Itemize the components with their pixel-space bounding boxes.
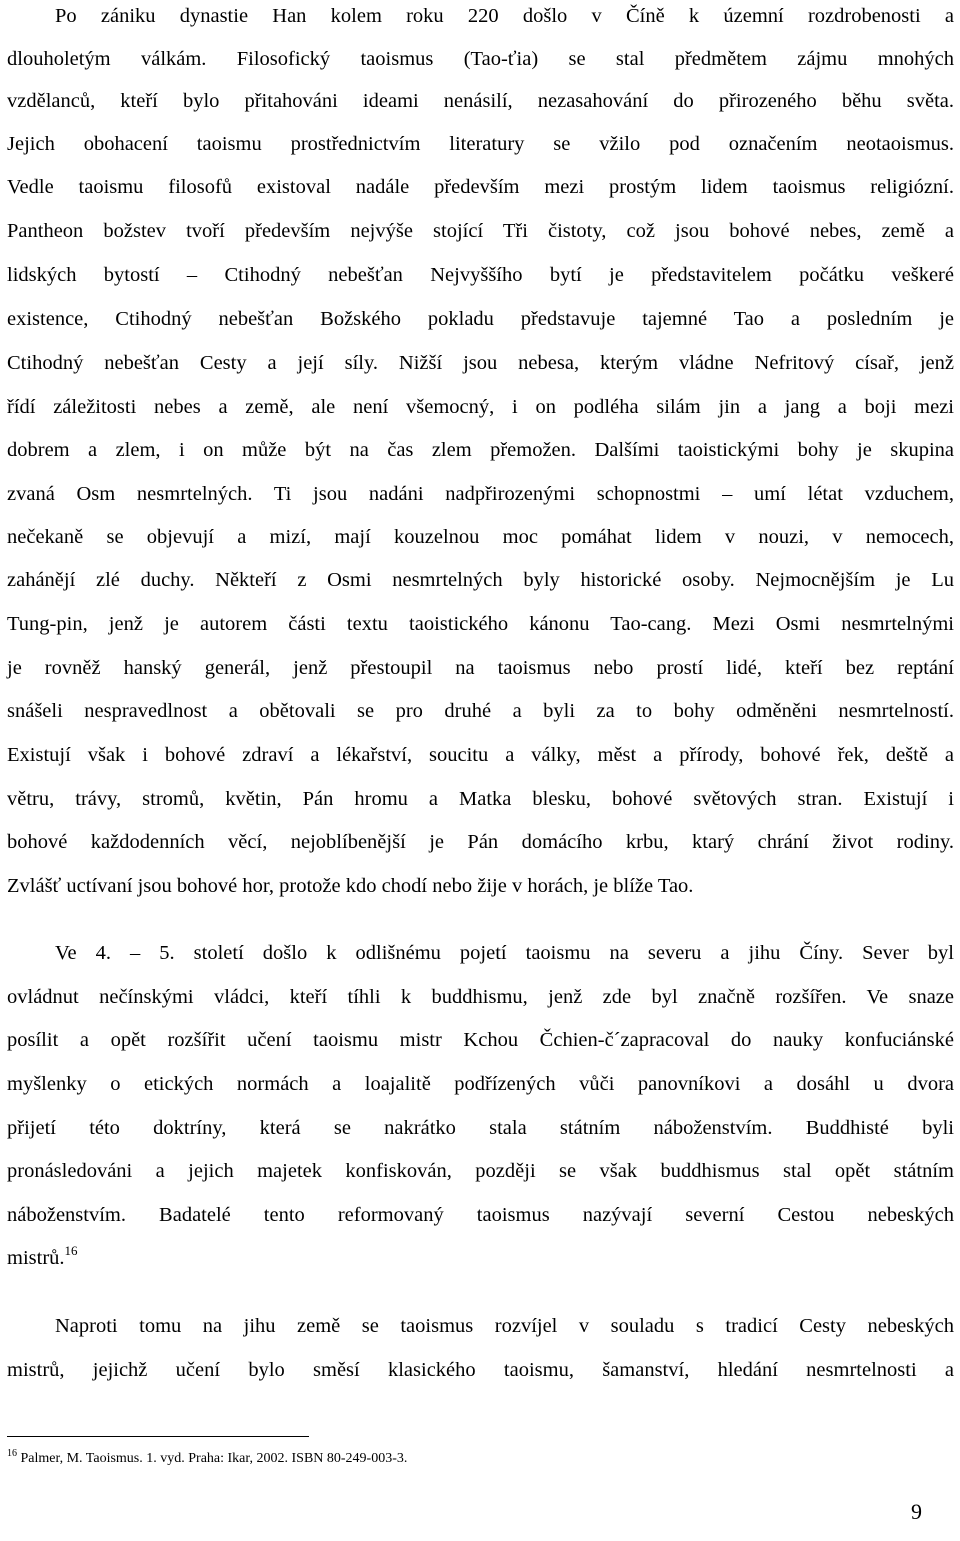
paragraph-line: Ve 4. – 5. století došlo k odlišnému pojetí taoismu na severu a jihu Číny. Sever byl bbox=[55, 942, 954, 964]
paragraph-last-line bbox=[7, 1245, 954, 1271]
paragraph-line: bohové každodenních věcí, nejoblíbenější je Pán domácího krbu, ktarý chrání život rodiny. bbox=[7, 831, 954, 853]
paragraph-line: existence, Ctihodný nebešťan Božského pokladu představuje tajemné Tao a posledním je bbox=[7, 308, 954, 330]
paragraph-line: vzdělanců, kteří bylo přitahováni ideami nenásilí, nezasahování do přirozeného běhu světa. bbox=[7, 90, 954, 112]
paragraph-line: lidských bytostí – Ctihodný nebešťan Nejvyššího bytí je představitelem počátku veškeré bbox=[7, 264, 954, 286]
paragraph-line: posílit a opět rozšířit učení taoismu mistr Kchou Čchien-č´zapracoval do nauky konfuciánské bbox=[7, 1029, 954, 1051]
paragraph-line: dobrem a zlem, i on může být na čas zlem přemožen. Dalšími taoistickými bohy je skupina bbox=[7, 439, 954, 461]
paragraph-line: řídí záležitosti nebes a země, ale není všemocný, i on podléha silám jin a jang a boji mezi bbox=[7, 396, 954, 418]
paragraph-line: přijetí této doktríny, která se nakrátko stala státním náboženstvím. Buddhisté byli bbox=[7, 1117, 954, 1139]
page-number: 9 bbox=[911, 1499, 922, 1524]
paragraph-line: Po zániku dynastie Han kolem roku 220 došlo v Číně k územní rozdrobenosti a bbox=[55, 5, 954, 27]
paragraph-line: myšlenky o etických normách a loajalitě podřízených vůči panovníkovi a dosáhl u dvora bbox=[7, 1073, 954, 1095]
paragraph-line: pronásledováni a jejich majetek konfiskován, později se však buddhismus stal opět státním bbox=[7, 1160, 954, 1182]
paragraph-line: zahánějí zlé duchy. Někteří z Osmi nesmrtelných byly historické osoby. Nejmocnějším je Lu bbox=[7, 569, 954, 591]
paragraph-line: větru, trávy, stromů, květin, Pán hromu a Matka blesku, bohové světových stran. Existují i bbox=[7, 788, 954, 810]
footnote-reference[interactable]: 16 bbox=[64, 1243, 78, 1258]
paragraph-line: Jejich obohacení taoismu prostřednictvím literatury se vžilo pod označením neotaoismus. bbox=[7, 133, 954, 155]
footnote bbox=[7, 1450, 407, 1468]
paragraph-line: nečekaně se objevují a mizí, mají kouzelnou moc pomáhat lidem v nouzi, v nemocech, bbox=[7, 526, 954, 548]
paragraph-line: je rovněž hanský generál, jenž přestoupil na taoismus nebo prostí lidé, kteří bez reptání bbox=[7, 657, 954, 679]
paragraph-line: náboženstvím. Badatelé tento reformovaný taoismus nazývají severní Cestou nebeských bbox=[7, 1204, 954, 1226]
paragraph-line: mistrů, jejichž učení bylo směsí klasického taoismu, šamanství, hledání nesmrtelnosti a bbox=[7, 1359, 954, 1381]
paragraph-line: Ctihodný nebešťan Cesty a její síly. Nižší jsou nebesa, kterým vládne Nefritový císař, jenž bbox=[7, 352, 954, 374]
paragraph-line: snášeli nespravedlnost a obětovali se pro druhé a byli za to bohy odměněni nesmrtelností. bbox=[7, 700, 954, 722]
paragraph-line: Existují však i bohové zdraví a lékařství, soucitu a války, měst a přírody, bohové řek, deště a bbox=[7, 744, 954, 766]
paragraph-line: Naproti tomu na jihu země se taoismus rozvíjel v souladu s tradicí Cesty nebeských bbox=[55, 1315, 954, 1337]
paragraph-line: mistrů. bbox=[7, 1247, 65, 1269]
paragraph-line: zvaná Osm nesmrtelných. Ti jsou nadáni nadpřirozenými schopnostmi – umí létat vzduchem, bbox=[7, 483, 954, 505]
paragraph-line: dlouholetým válkám. Filosofický taoismus (Tao-ťia) se stal předmětem zájmu mnohých bbox=[7, 48, 954, 70]
paragraph-line: Zvlášť uctívaní jsou bohové hor, protože kdo chodí nebo žije v horách, je blíže Tao. bbox=[7, 875, 694, 897]
footnote-separator bbox=[7, 1436, 309, 1437]
paragraph-line: ovládnut nečínskými vládci, kteří tíhli k buddhismu, jenž zde byl značně rozšířen. Ve snaze bbox=[7, 986, 954, 1008]
footnote-number: 16 bbox=[7, 1448, 17, 1459]
footnote-text: Palmer, M. Taoismus. 1. vyd. Praha: Ikar, 2002. ISBN 80-249-003-3. bbox=[20, 1451, 408, 1466]
paragraph-line: Vedle taoismu filosofů existoval nadále především mezi prostým lidem taoismus religiózní. bbox=[7, 176, 954, 198]
paragraph-line: Pantheon božstev tvoří především nejvýše stojící Tři čistoty, což jsou bohové nebes, země a bbox=[7, 220, 954, 242]
paragraph-line: Tung-pin, jenž je autorem části textu taoistického kánonu Tao-cang. Mezi Osmi nesmrtelnými bbox=[7, 613, 954, 635]
